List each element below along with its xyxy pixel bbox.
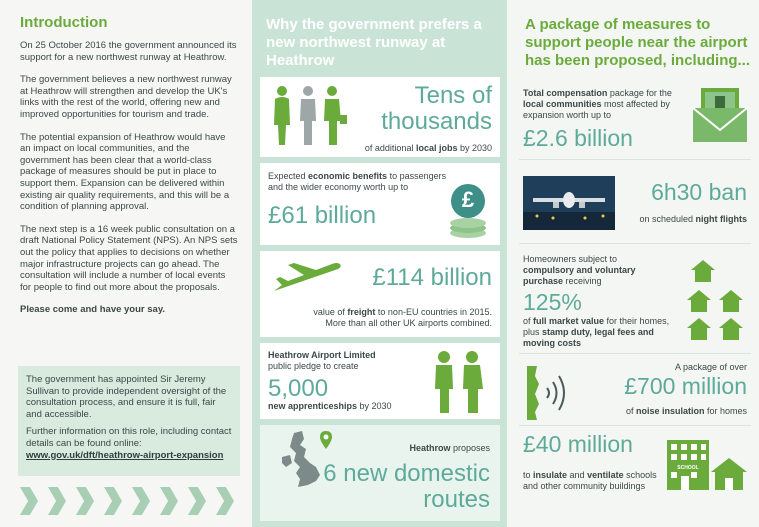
noise-row (519, 360, 751, 426)
homeowners-caption-2 (523, 316, 683, 349)
homeowners-figure: 125% (523, 289, 582, 315)
intro-paragraph-3: The potential expansion of Heathrow would have an impact on local communities, and the government has been clear that a world-class package of measures should be put in place to support them. Expansion can be delivered within existing air quality requirements, and this will be a condition of planning approval. (20, 131, 230, 213)
freight-card (260, 251, 500, 337)
apprentices-icon (428, 349, 492, 415)
introduction-panel (0, 0, 252, 527)
package-panel (507, 0, 759, 527)
homeowners-post: receiving (563, 276, 602, 286)
homeowners-bold-3: stamp duty, legal fees and moving costs (523, 327, 654, 348)
compensation-post: most affected by expansion worth up to (523, 99, 670, 120)
economic-caption-pre: Expected (268, 171, 309, 181)
airplane-icon (272, 261, 342, 295)
freight-caption-post: to non-EU countries in 2015. More than all other UK airports combined. (325, 307, 492, 328)
night-ban-figure: 6h30 ban (651, 179, 747, 205)
schools-figure: £40 million (523, 431, 633, 457)
schools-bold: insulate (533, 470, 568, 480)
night-ban-row (519, 166, 751, 244)
pound-symbol: £ (461, 187, 475, 212)
apprenticeships-org: Heathrow Airport Limited (268, 350, 376, 360)
oversight-text: The government has appointed Sir Jeremy Sullivan to provide independent oversight of the consultation process, and ensure it is full, fair and accessible. (26, 374, 227, 420)
routes-figure: 6 new domestic routes (323, 460, 490, 513)
chevron-icon (216, 487, 234, 515)
houses-icon (685, 258, 749, 344)
economic-figure: £61 billion (268, 202, 377, 229)
intro-paragraph-4: The next step is a 16 week public consultation on a draft National Policy Statement (NPS). An NPS sets out the policy that applies to decisions on whether major infrastructure projects can go ahead. The consultation will include a number of local events for people to find out more about the proposals. (20, 223, 238, 293)
apprenticeships-caption-bold: new apprenticeships (268, 401, 358, 411)
intro-paragraph-1: On 25 October 2016 the government announced its support for a new northwest runway at Heathrow. (20, 40, 237, 63)
why-title: Why the government prefers a new northwest runway at Heathrow (266, 16, 482, 69)
why-panel (252, 0, 507, 527)
noise-figure: £700 million (624, 373, 747, 399)
jobs-caption-post: by 2030 (457, 143, 492, 153)
apprenticeships-figure: 5,000 (268, 375, 329, 402)
chevron-decoration (20, 487, 234, 515)
night-ban-bold: night flights (695, 214, 747, 224)
chevron-icon (76, 487, 94, 515)
freight-caption (292, 307, 492, 329)
economic-card (260, 163, 500, 245)
compensation-figure: £2.6 billion (523, 125, 633, 151)
economic-caption-bold: economic benefits (308, 171, 388, 181)
jobs-figure: Tens of thousands (381, 82, 492, 135)
intro-paragraph-2: The government believes a new northwest runway at Heathrow will strengthen and develop the UK's links with the rest of the world, offering new and improved opportunities for tourism and trade. (20, 74, 232, 120)
economic-caption-post: to passengers and the wider economy worth up to (268, 171, 447, 192)
homeowners-pre-2: of (523, 316, 534, 326)
compensation-caption (523, 88, 683, 121)
workers-icon (270, 85, 348, 147)
homeowners-caption (523, 254, 663, 287)
jobs-caption (365, 143, 492, 154)
freight-caption-pre: value of (313, 307, 348, 317)
noise-caption-post: for homes (704, 406, 747, 416)
night-ban-pre: on scheduled (639, 214, 696, 224)
noise-pre: A package of over (674, 362, 747, 372)
routes-card (260, 425, 500, 521)
freight-figure: £114 billion (372, 264, 492, 291)
chevron-icon (20, 487, 38, 515)
school-building-icon (663, 436, 749, 492)
homeowners-bold-2: full market value (533, 316, 605, 326)
schools-mid: and (567, 470, 588, 480)
oversight-info-box (18, 366, 240, 476)
homeowners-pre: Homeowners subject to (523, 254, 618, 264)
apprenticeships-caption (268, 401, 392, 412)
apprenticeships-card (260, 343, 500, 419)
jobs-caption-pre: of additional (364, 143, 416, 153)
have-your-say: Please come and have your say. (20, 304, 166, 316)
apprenticeships-pledge: public pledge to create (268, 361, 359, 371)
routes-intro (409, 443, 490, 454)
apprenticeships-caption-post: by 2030 (357, 401, 392, 411)
night-ban-caption (639, 214, 747, 225)
economic-caption (268, 171, 448, 193)
school-sign: SCHOOL (677, 465, 699, 471)
noise-caption (626, 406, 747, 417)
compensation-bold-2: local communities (523, 99, 602, 109)
freight-caption-bold: freight (347, 307, 376, 317)
jobs-caption-bold: local jobs (415, 143, 458, 153)
apprenticeships-intro (268, 350, 418, 372)
compensation-mid: package for the (607, 88, 672, 98)
schools-caption (523, 470, 663, 492)
compensation-row (519, 84, 751, 160)
homeowners-bold: compulsory and voluntary purchase (523, 265, 636, 286)
expansion-link[interactable]: www.gov.uk/dft/heathrow-airport-expansion (26, 449, 224, 461)
package-title: A package of measures to support people near the airport has been proposed, including... (525, 16, 751, 69)
money-envelope-icon (691, 86, 749, 144)
noise-caption-bold: noise insulation (635, 406, 705, 416)
noise-caption-pre: of (625, 406, 636, 416)
routes-org: Heathrow (409, 443, 451, 453)
schools-row (519, 430, 751, 520)
chevron-icon (132, 487, 150, 515)
jobs-card (260, 77, 500, 157)
chevron-icon (188, 487, 206, 515)
schools-post: schools and other community buildings (523, 470, 657, 491)
chevron-icon (104, 487, 122, 515)
chevron-icon (160, 487, 178, 515)
introduction-title: Introduction (20, 14, 108, 31)
noise-wall-icon (523, 364, 581, 422)
further-info-text: Further information on this role, including contact details can be found online: (26, 426, 232, 449)
homeowners-row (519, 250, 751, 354)
homeowners-post-2: for their homes, plus (523, 316, 670, 337)
routes-proposes: proposes (450, 443, 490, 453)
chevron-icon (48, 487, 66, 515)
pound-coins-icon (448, 183, 488, 241)
schools-bold-2: ventilate (587, 470, 624, 480)
compensation-bold: Total compensation (523, 88, 608, 98)
night-plane-photo (523, 176, 615, 230)
schools-pre: to (523, 470, 534, 480)
